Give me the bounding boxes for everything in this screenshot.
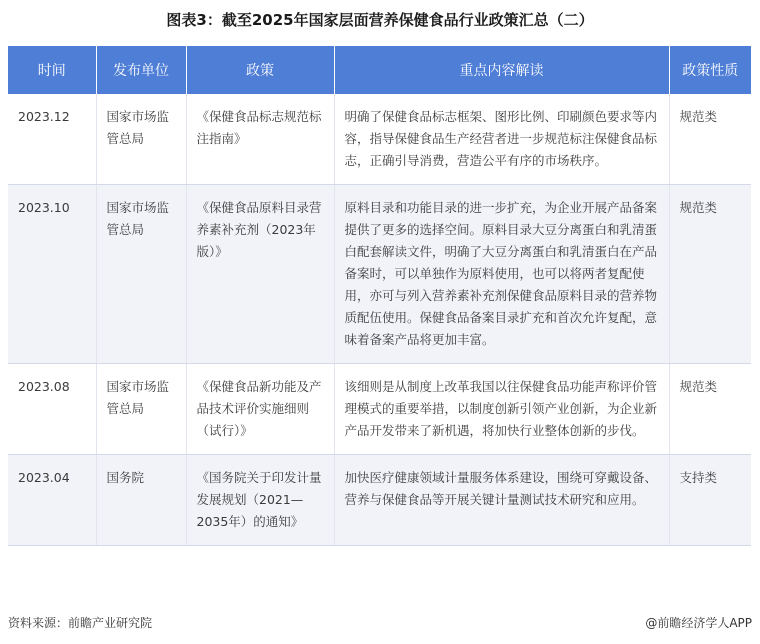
cell-policy: 《保健食品标志规范标注指南》 [186, 94, 334, 185]
chart-title: 图表3：截至2025年国家层面营养保健食品行业政策汇总（二） [166, 11, 594, 29]
cell-date: 2023.12 [8, 94, 96, 185]
header-date: 时间 [8, 46, 96, 94]
cell-date: 2023.08 [8, 364, 96, 455]
cell-nature: 支持类 [669, 455, 751, 546]
cell-date: 2023.10 [8, 185, 96, 364]
cell-publisher: 国家市场监管总局 [96, 364, 186, 455]
source-note: 资料来源：前瞻产业研究院 [8, 616, 153, 630]
cell-nature: 规范类 [669, 185, 751, 364]
cell-content: 明确了保健食品标志框架、图形比例、印刷颜色要求等内容，指导保健食品生产经营者进一步规范标注保健食品标志，正确引导消费，营造公平有序的市场秩序。 [334, 94, 669, 185]
cell-policy: 《保健食品新功能及产品技术评价实施细则（试行）》 [186, 364, 334, 455]
header-content: 重点内容解读 [334, 46, 669, 94]
header-publisher: 发布单位 [96, 46, 186, 94]
cell-content: 该细则是从制度上改革我国以往保健食品功能声称评价管理模式的重要举措，以制度创新引领产业创新，为企业新产品开发带来了新机遇，将加快行业整体创新的步伐。 [334, 364, 669, 455]
cell-publisher: 国家市场监管总局 [96, 94, 186, 185]
table-row [8, 185, 751, 364]
table-row [8, 455, 751, 546]
header-nature: 政策性质 [669, 46, 751, 94]
cell-nature: 规范类 [669, 364, 751, 455]
policy-table [8, 46, 751, 546]
cell-nature: 规范类 [669, 94, 751, 185]
cell-publisher: 国务院 [96, 455, 186, 546]
header-policy: 政策 [186, 46, 334, 94]
table-row [8, 94, 751, 185]
table-row [8, 364, 751, 455]
cell-publisher: 国家市场监管总局 [96, 185, 186, 364]
cell-content: 原料目录和功能目录的进一步扩充，为企业开展产品备案提供了更多的选择空间。原料目录大豆分离蛋白和乳清蛋白配套解读文件，明确了大豆分离蛋白和乳清蛋白在产品备案时，可以单独作为原料使用，也可以将两者复配使用，亦可与列入营养素补充剂保健食品原料目录的营养物质配伍使用。保健食品备案目录扩充和首次允许复配，意味着备案产品将更加丰富。 [334, 185, 669, 364]
brand-credit: @前瞻经济学人APP [645, 616, 752, 630]
cell-policy: 《国务院关于印发计量发展规划（2021—2035年）的通知》 [186, 455, 334, 546]
cell-date: 2023.04 [8, 455, 96, 546]
cell-policy: 《保健食品原料目录营养素补充剂（2023年版）》 [186, 185, 334, 364]
table-header-row [8, 46, 751, 94]
cell-content: 加快医疗健康领域计量服务体系建设，围绕可穿戴设备、营养与保健食品等开展关键计量测试技术研究和应用。 [334, 455, 669, 546]
